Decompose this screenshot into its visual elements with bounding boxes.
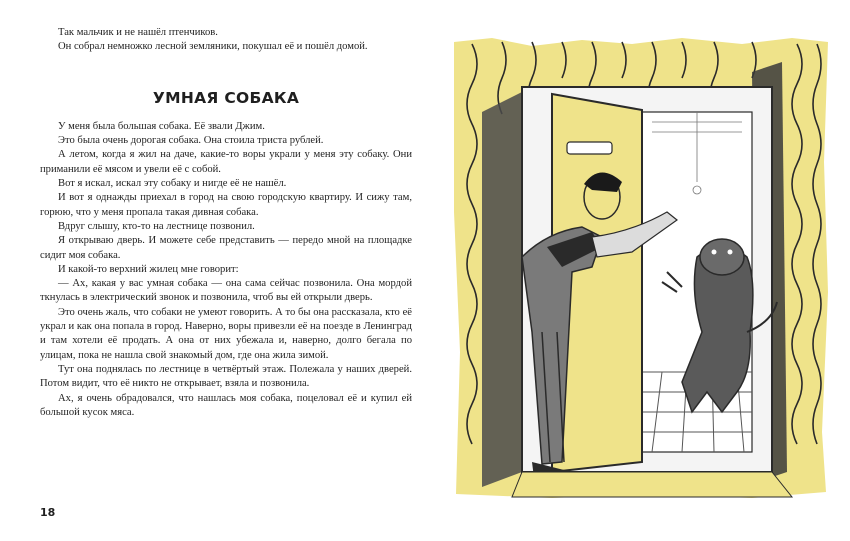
intro-line-2: Он собрал немножко лесной земляники, покушал её и пошёл домой. [58,41,368,53]
paragraph: Вдруг слышу, кто-то на лестнице позвонил. [58,220,255,232]
illustration-svg [452,32,830,502]
intro-line-1: Так мальчик и не нашёл птенчиков. [58,27,218,38]
paragraph: — Ах, какая у вас умная собака — она сама сейчас позвонила. Она мордой ткнулась в электрический звонок и позвонила, чтоб вы ей открыли дверь. [40,278,412,304]
man-greeting-dog-at-door-illustration [452,32,830,502]
story-title: УМНАЯ СОБАКА [152,88,300,107]
paragraph: И вот я однажды приехал в город на свою городскую квартиру. И сижу там, горюю, что у меня пропала такая дивная собака. [40,192,412,218]
text-column [40,26,412,420]
paragraph: И какой-то верхний жилец мне говорит: [58,263,239,275]
paragraph: Я открываю дверь. И можете себе представить — передо мной на площадке сидит моя собака. [40,235,412,261]
paragraph: А летом, когда я жил на даче, какие-то воры украли у меня эту собаку. Они приманили её мясом и увели её с собой. [40,149,412,175]
page-number: 18 [40,506,56,519]
paragraph: Тут она поднялась по лестнице в четвёртый этаж. Полежала у наших дверей. Потом видит, что её никто не открывает, взяла и позвонила. [40,363,412,390]
paragraph: Это очень жаль, что собаки не умеют говорить. А то бы она рассказала, кто её украл и как она попала в город. Наверно, воры привезли её на поезде в Ленинград и там хотели её продать. А она от них убежала и, наверно, долго бегала по улицам, пока не нашла свой знакомый дом, где она жила зимой. [40,306,412,361]
paragraph: Это была очень дорогая собака. Она стоила триста рублей. [58,135,324,147]
paragraph: Ах, я очень обрадовался, что нашлась моя собака, поцеловал её и купил ей большой кусок мяса. [40,392,412,418]
paragraph: Вот я искал, искал эту собаку и нигде её не нашёл. [58,178,287,190]
paragraph: У меня была большая собака. Её звали Джим. [58,120,265,132]
